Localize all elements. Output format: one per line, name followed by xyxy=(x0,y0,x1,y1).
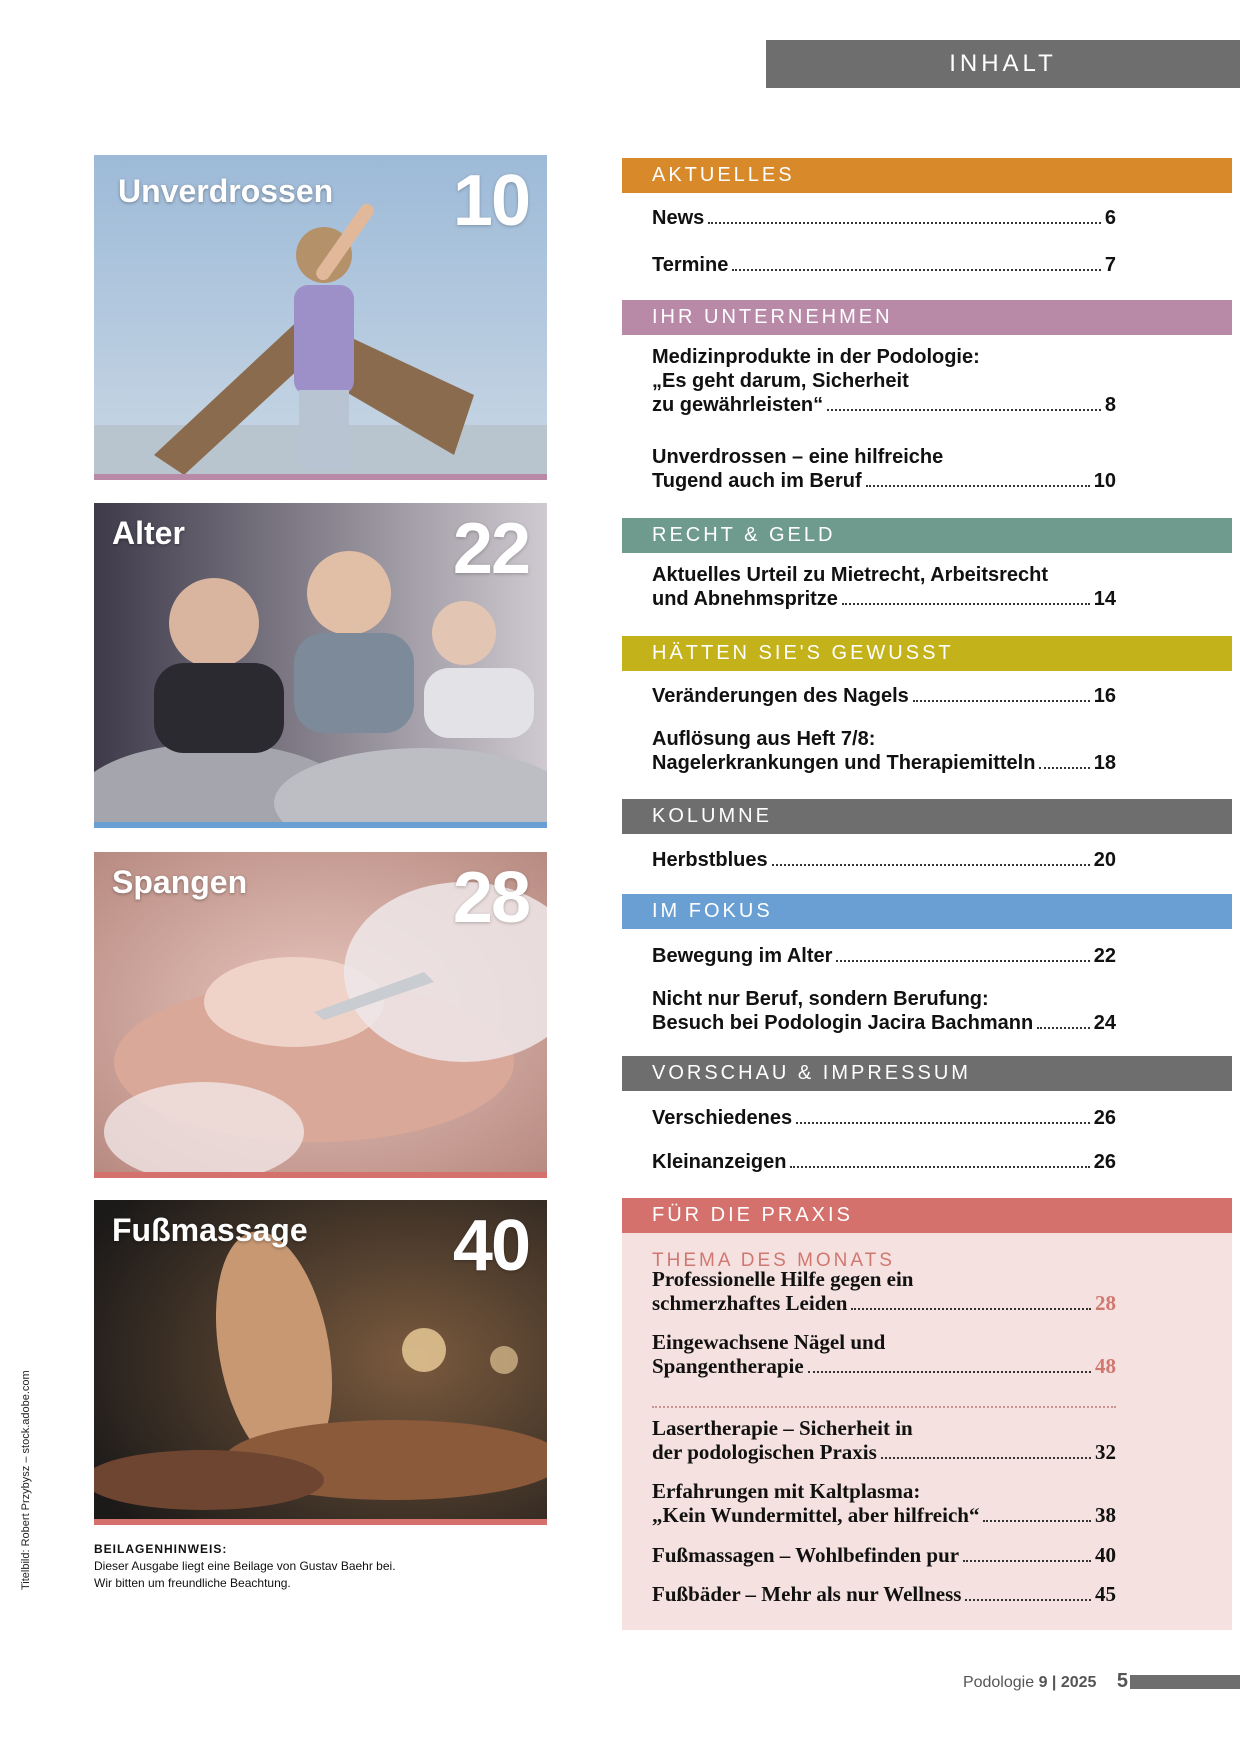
toc-entry-line: Erfahrungen mit Kaltplasma: xyxy=(652,1479,921,1503)
section-header xyxy=(622,1056,1232,1091)
toc-entry-line: Medizinprodukte in der Podologie: xyxy=(652,346,980,368)
toc-entry-final-line xyxy=(652,1543,1116,1567)
toc-page-number: 6 xyxy=(1104,207,1116,229)
toc-entry-line: „Es geht darum, Sicherheit xyxy=(652,370,909,392)
toc-entry-title: schmerzhaftes Leiden xyxy=(652,1291,848,1315)
toc-entry-title: Fußmassagen – Wohlbefinden pur xyxy=(652,1543,960,1567)
teaser-card-fussmassage[interactable] xyxy=(94,1200,547,1525)
leader-dots xyxy=(1037,1026,1090,1029)
toc-page-number: 22 xyxy=(1093,945,1116,967)
toc-entry-line: Aktuelles Urteil zu Mietrecht, Arbeitsrecht xyxy=(652,564,1049,586)
card-page-number: 28 xyxy=(452,858,529,938)
toc-page-number: 32 xyxy=(1095,1440,1116,1464)
beilage-line: Dieser Ausgabe liegt eine Beilage von Gustav Baehr bei. xyxy=(94,1559,396,1573)
toc-entry-title: Nagelerkrankungen und Therapiemitteln xyxy=(652,752,1036,774)
toc-entry[interactable] xyxy=(652,1582,1116,1606)
toc-entry-title: der podologischen Praxis xyxy=(652,1440,877,1464)
toc-page-number: 40 xyxy=(1095,1543,1116,1567)
toc-entry-title: Besuch bei Podologin Jacira Bachmann xyxy=(652,1012,1034,1034)
toc-page-number: 16 xyxy=(1093,685,1116,707)
toc-entry-title: Veränderungen des Nagels xyxy=(652,685,909,707)
photo-credit: Titelbild: Robert Przybysz – stock.adobe.com xyxy=(20,1370,32,1590)
leader-dots xyxy=(790,1165,1089,1168)
toc-entry-final-line xyxy=(652,253,1116,277)
leader-dots xyxy=(796,1121,1090,1124)
toc-page-number: 48 xyxy=(1095,1354,1116,1378)
toc-entry-final-line xyxy=(652,393,1116,417)
section-label: FÜR DIE PRAXIS xyxy=(652,1204,853,1226)
toc-entry[interactable] xyxy=(652,253,1116,277)
toc-page-number: 26 xyxy=(1093,1107,1116,1129)
teaser-card-spangen[interactable] xyxy=(94,852,547,1178)
issue-number: 9 | 2025 xyxy=(1038,1674,1097,1691)
toc-entry-line: Nicht nur Beruf, sondern Berufung: xyxy=(652,988,989,1010)
card-title: Alter xyxy=(112,515,185,551)
leader-dots xyxy=(913,699,1090,702)
card-stripe xyxy=(94,474,547,480)
toc-entry[interactable] xyxy=(652,445,1116,493)
toc-entry-line: Eingewachsene Nägel und xyxy=(652,1330,886,1354)
toc-entry-final-line xyxy=(652,1150,1116,1174)
toc-entry[interactable] xyxy=(652,1416,1116,1464)
toc-page-number: 24 xyxy=(1093,1012,1116,1034)
leader-dots xyxy=(827,408,1101,411)
toc-entry-final-line xyxy=(652,751,1116,775)
section-header xyxy=(622,518,1232,553)
leader-dots xyxy=(732,268,1101,271)
card-stripe xyxy=(94,1519,547,1525)
beilage-heading: BEILAGENHINWEIS: xyxy=(94,1542,228,1556)
leader-dots xyxy=(808,1370,1091,1373)
toc-entry-title: zu gewährleisten“ xyxy=(652,394,824,416)
toc-entry-final-line xyxy=(652,944,1116,968)
toc-entry[interactable] xyxy=(652,1543,1116,1567)
leader-dots xyxy=(983,1519,1091,1522)
toc-entry[interactable] xyxy=(652,1106,1116,1130)
toc-page-number: 8 xyxy=(1104,394,1116,416)
leader-dots xyxy=(963,1559,1091,1562)
toc-entry[interactable] xyxy=(652,206,1116,230)
section-label: VORSCHAU & IMPRESSUM xyxy=(652,1062,971,1084)
magazine-name: Podologie xyxy=(962,1674,1035,1691)
card-title: Spangen xyxy=(112,864,248,900)
toc-entry-final-line xyxy=(652,469,1116,493)
toc-entry-final-line xyxy=(652,1354,1116,1378)
section-label: IM FOKUS xyxy=(652,900,773,922)
toc-entry-title: Fußbäder – Mehr als nur Wellness xyxy=(652,1582,962,1606)
beilage-line: Wir bitten um freundliche Beachtung. xyxy=(94,1576,291,1590)
card-page-number: 10 xyxy=(452,161,529,241)
praxis-subtitle: THEMA DES MONATS xyxy=(652,1250,895,1271)
toc-entry-title: Spangentherapie xyxy=(652,1354,804,1378)
card-title: Unverdrossen xyxy=(118,173,334,209)
beilage-note xyxy=(94,1541,547,1592)
section-label: IHR UNTERNEHMEN xyxy=(652,306,893,328)
toc-page-number: 18 xyxy=(1093,752,1116,774)
section-label: RECHT & GELD xyxy=(652,524,836,546)
toc-entry-final-line xyxy=(652,1503,1116,1527)
praxis-separator xyxy=(652,1406,1116,1408)
leader-dots xyxy=(851,1307,1091,1310)
section-label: HÄTTEN SIE'S GEWUSST xyxy=(652,642,954,664)
toc-entry-final-line xyxy=(652,684,1116,708)
toc-entry[interactable] xyxy=(652,1479,1116,1527)
leader-dots xyxy=(1039,766,1089,769)
footer-bar xyxy=(1130,1675,1240,1689)
toc-page-number: 26 xyxy=(1093,1151,1116,1173)
toc-entry[interactable] xyxy=(652,848,1116,872)
leader-dots xyxy=(842,602,1090,605)
toc-entry-title: Kleinanzeigen xyxy=(652,1151,787,1173)
leader-dots xyxy=(866,484,1090,487)
toc-entry[interactable] xyxy=(652,1150,1116,1174)
teaser-card-alter[interactable] xyxy=(94,503,547,828)
toc-entry[interactable] xyxy=(652,684,1116,708)
toc-entry[interactable] xyxy=(652,1267,1116,1315)
card-page-number: 40 xyxy=(452,1206,529,1286)
toc-page-number: 10 xyxy=(1093,470,1116,492)
toc-entry-final-line xyxy=(652,1582,1116,1606)
teaser-card-unverdrossen[interactable] xyxy=(94,155,547,480)
toc-entry-final-line xyxy=(652,1011,1116,1035)
section-title-bar xyxy=(766,40,1240,88)
toc-entry-title: News xyxy=(652,207,705,229)
toc-entry-title: und Abnehmspritze xyxy=(652,588,838,610)
toc-page-number: 7 xyxy=(1104,254,1116,276)
toc-entry-title: Tugend auch im Beruf xyxy=(652,470,862,492)
card-title: Fußmassage xyxy=(112,1212,308,1248)
toc-entry-final-line xyxy=(652,206,1116,230)
leader-dots xyxy=(836,959,1089,962)
section-label: KOLUMNE xyxy=(652,805,772,827)
section-header xyxy=(622,894,1232,929)
toc-page-number: 28 xyxy=(1095,1291,1116,1315)
toc-entry-title: Verschiedenes xyxy=(652,1107,793,1129)
toc-entry-title: Termine xyxy=(652,254,729,276)
toc-entry[interactable] xyxy=(652,944,1116,968)
toc-entry-final-line xyxy=(652,587,1116,611)
section-header xyxy=(622,158,1232,193)
toc-entry-line: Lasertherapie – Sicherheit in xyxy=(652,1416,913,1440)
page-heading: INHALT xyxy=(949,50,1057,77)
section-header xyxy=(622,799,1232,834)
leader-dots xyxy=(965,1598,1091,1601)
section-header xyxy=(622,636,1232,671)
toc-page-number: 38 xyxy=(1095,1503,1116,1527)
toc-entry-final-line xyxy=(652,1291,1116,1315)
page-footer xyxy=(963,1670,1128,1693)
leader-dots xyxy=(881,1456,1091,1459)
toc-entry-line: Unverdrossen – eine hilfreiche xyxy=(652,446,944,468)
toc-entry[interactable] xyxy=(652,345,1116,417)
toc-page-number: 20 xyxy=(1093,849,1116,871)
card-stripe xyxy=(94,1172,547,1178)
toc-entry-title: Herbstblues xyxy=(652,849,768,871)
toc-page-number: 14 xyxy=(1093,588,1116,610)
toc-entry-title: „Kein Wundermittel, aber hilfreich“ xyxy=(652,1503,980,1527)
toc-entry[interactable] xyxy=(652,563,1116,611)
toc-entry[interactable] xyxy=(652,987,1116,1035)
toc-entry-title: Bewegung im Alter xyxy=(652,945,833,967)
toc-entry[interactable] xyxy=(652,1330,1116,1378)
toc-page-number: 45 xyxy=(1095,1582,1116,1606)
toc-entry[interactable] xyxy=(652,727,1116,775)
section-header xyxy=(622,1198,1232,1233)
card-stripe xyxy=(94,822,547,828)
leader-dots xyxy=(708,221,1101,224)
toc-entry-final-line xyxy=(652,1440,1116,1464)
section-header xyxy=(622,300,1232,335)
section-label: AKTUELLES xyxy=(652,164,795,186)
page-number: 5 xyxy=(1116,1670,1128,1692)
card-page-number: 22 xyxy=(452,509,529,589)
toc-entry-final-line xyxy=(652,1106,1116,1130)
toc-entry-final-line xyxy=(652,848,1116,872)
toc-entry-line: Auflösung aus Heft 7/8: xyxy=(652,728,876,750)
toc-entry-line: Professionelle Hilfe gegen ein xyxy=(652,1267,914,1291)
leader-dots xyxy=(772,863,1090,866)
